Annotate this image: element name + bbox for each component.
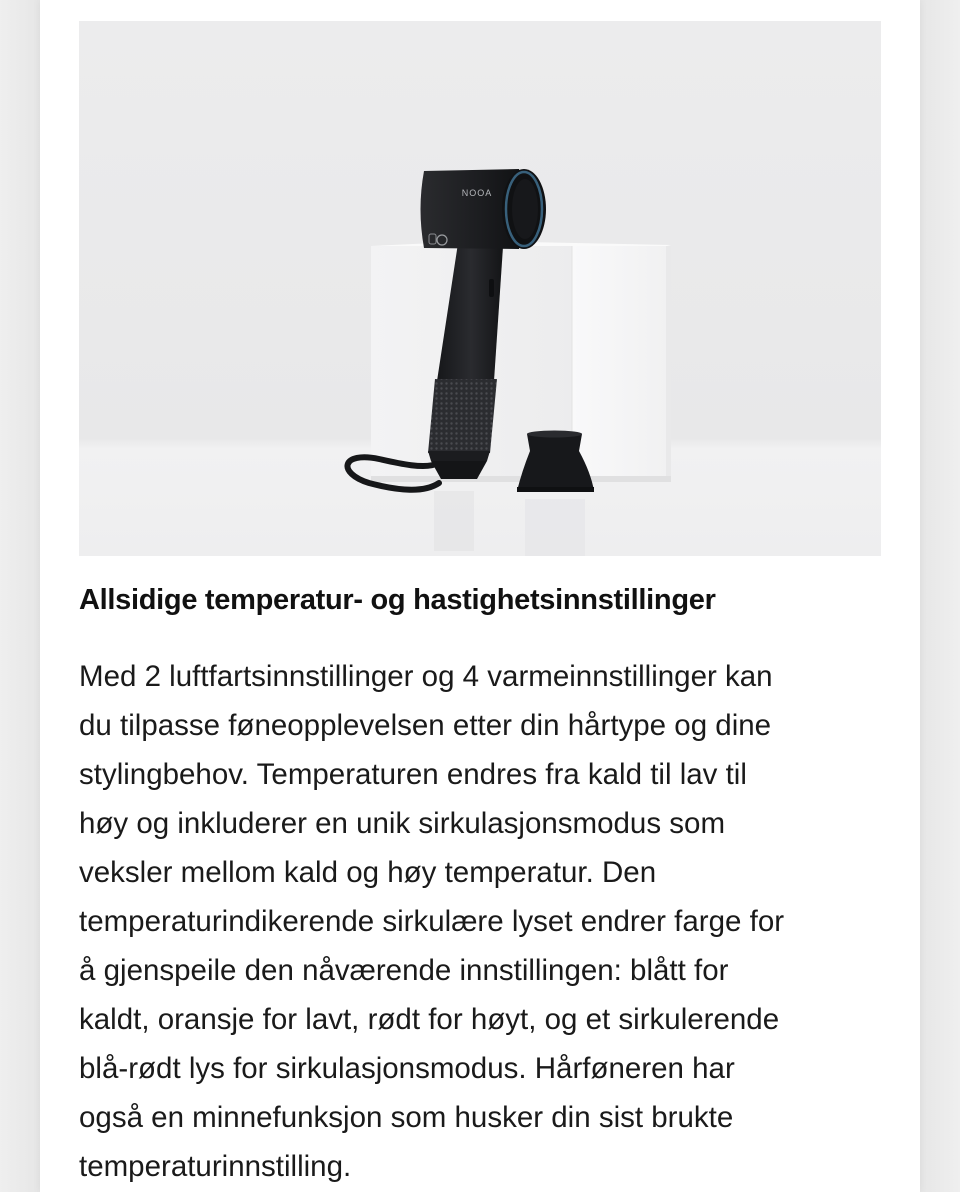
body-line: veksler mellom kald og høy temperatur. Den xyxy=(79,856,657,889)
hair-dryer-photo xyxy=(79,21,881,556)
body-line: temperaturinnstilling. xyxy=(79,1150,352,1183)
article-card xyxy=(40,0,920,1192)
body-line: også en minnefunksjon som husker din sist brukte xyxy=(79,1101,734,1134)
body-line: du tilpasse føneopplevelsen etter din hårtype og dine xyxy=(79,709,772,742)
body-line: Med 2 luftfartsinnstillinger og 4 varmeinnstillinger kan xyxy=(79,660,773,693)
body-line: kaldt, oransje for lavt, rødt for høyt, og et sirkulerende xyxy=(79,1003,780,1036)
page-margin-left xyxy=(0,0,40,1192)
body-line: stylingbehov. Temperaturen endres fra kald til lav til xyxy=(79,758,747,791)
body-line: blå-rødt lys for sirkulasjonsmodus. Hårføneren har xyxy=(79,1052,735,1085)
body-line: høy og inkluderer en unik sirkulasjonsmodus som xyxy=(79,807,726,840)
section-body xyxy=(79,652,891,1191)
product-image xyxy=(79,21,881,556)
body-line: å gjenspeile den nåværende innstillingen: blått for xyxy=(79,954,729,987)
brand-mark: NOOA xyxy=(461,188,493,198)
display-cube xyxy=(371,241,671,482)
section-heading: Allsidige temperatur- og hastighetsinnstillinger xyxy=(79,584,716,616)
body-line: temperaturindikerende sirkulære lyset endrer farge for xyxy=(79,905,785,938)
page-margin-right xyxy=(920,0,960,1192)
dryer-head xyxy=(421,169,547,249)
